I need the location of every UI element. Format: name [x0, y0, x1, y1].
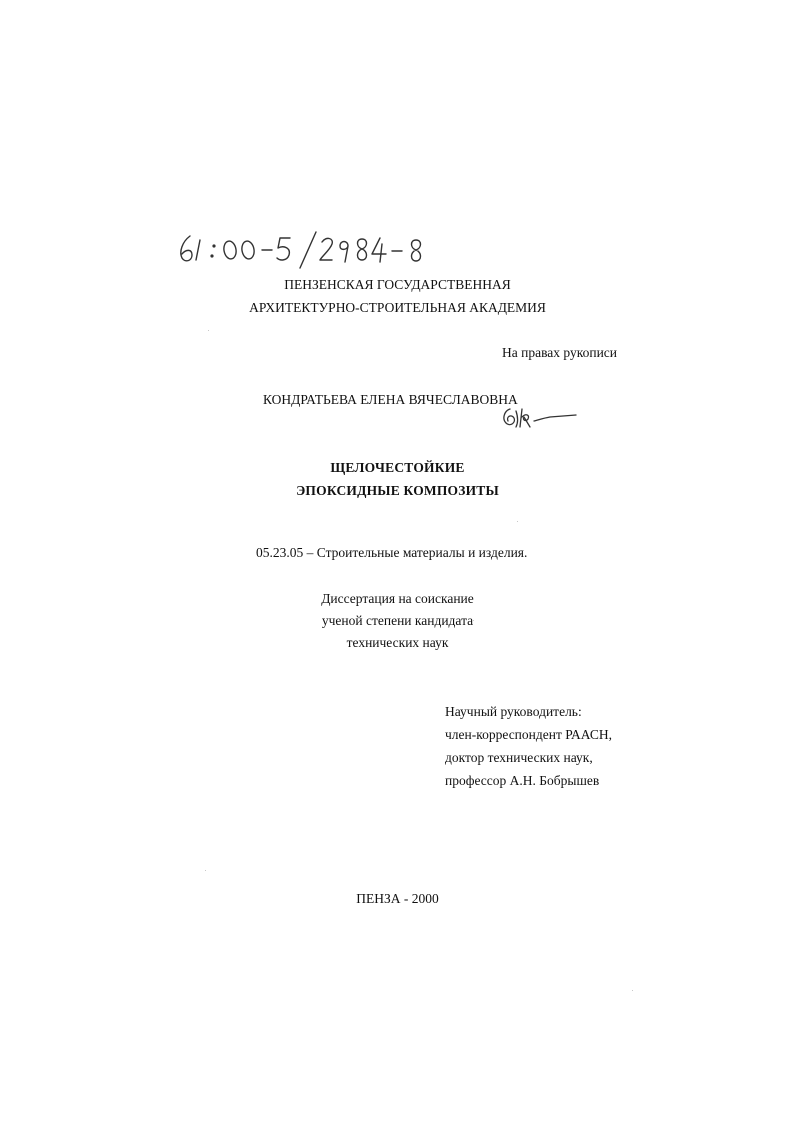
scan-speck — [208, 330, 209, 331]
supervisor-title-2: доктор технических наук, — [445, 750, 593, 765]
handwritten-archive-number — [176, 230, 446, 270]
institution-line-2: АРХИТЕКТУРНО-СТРОИТЕЛЬНАЯ АКАДЕМИЯ — [249, 300, 546, 315]
thesis-title-line-1: ЩЕЛОЧЕСТОЙКИЕ — [330, 460, 465, 475]
author-name: КОНДРАТЬЕВА ЕЛЕНА ВЯЧЕСЛАВОВНА — [263, 392, 518, 407]
supervisor-name: профессор А.Н. Бобрышев — [445, 773, 600, 788]
dissertation-line-3: технических наук — [346, 635, 449, 650]
scan-speck — [632, 990, 633, 991]
scan-speck — [473, 620, 474, 621]
scan-speck — [517, 521, 518, 522]
manuscript-rights-note: На правах рукописи — [502, 345, 618, 360]
signature-icon — [500, 403, 580, 433]
thesis-title-line-2: ЭПОКСИДНЫЕ КОМПОЗИТЫ — [296, 483, 499, 498]
specialty-code: 05.23.05 – Строительные материалы и изделия. — [256, 545, 528, 560]
supervisor-heading: Научный руководитель: — [445, 704, 582, 719]
institution-line-1: ПЕНЗЕНСКАЯ ГОСУДАРСТВЕННАЯ — [284, 277, 511, 292]
supervisor-title-1: член-корреспондент РААСН, — [445, 727, 612, 742]
dissertation-line-1: Диссертация на соискание — [321, 591, 474, 606]
city-year: ПЕНЗА - 2000 — [356, 891, 439, 906]
dissertation-line-2: ученой степени кандидата — [321, 613, 474, 628]
scan-speck — [205, 870, 206, 871]
